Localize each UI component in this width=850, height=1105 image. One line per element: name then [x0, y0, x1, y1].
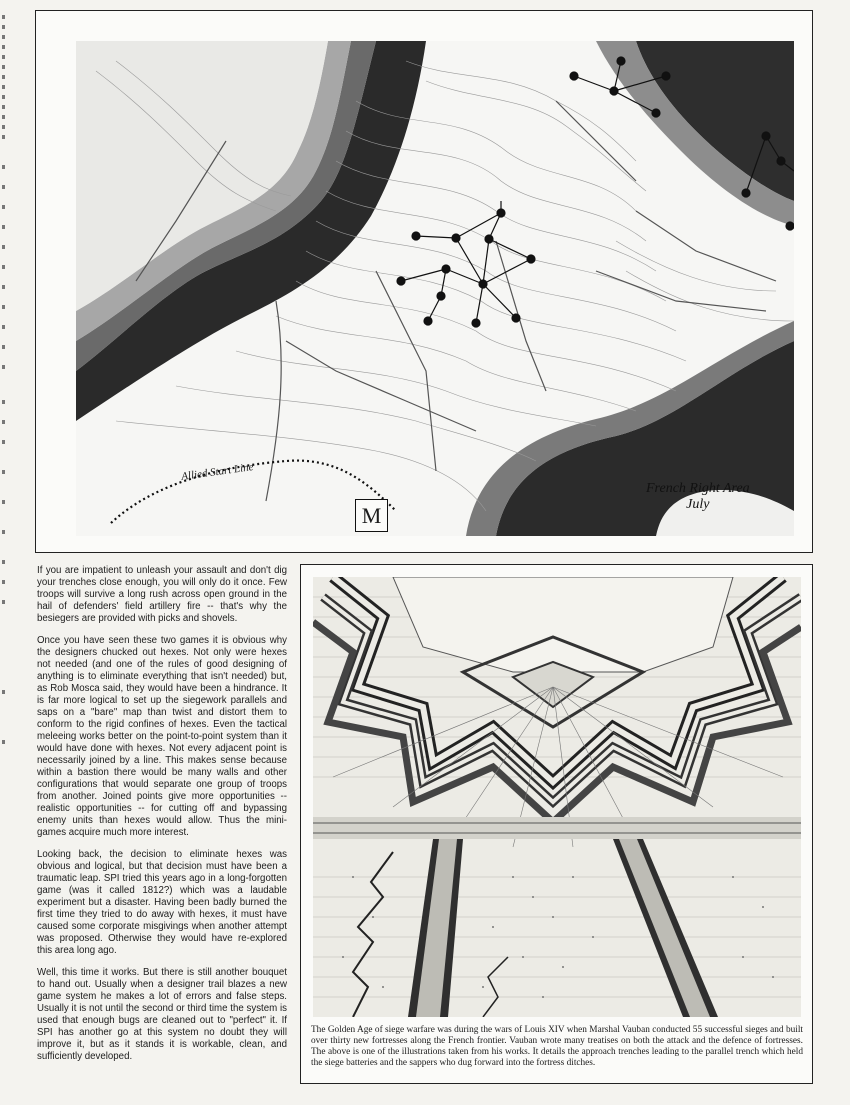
article-paragraph: If you are impatient to unleash your assault and don't dig your trenches close enough, you will only do it once. Few troops will survive a long rush across open ground in the hail of defenders' field artillery fire -- that's why the besiegers are provided with picks and shovels.	[37, 565, 287, 624]
article-paragraph: Once you have seen these two games it is obvious why the designers chucked out hexes. Not only were hexes not needed (and one of the rules of good designing of anything is to eliminate everything that isn't needed) but, as Rob Mosca said, they would have been a hindrance. It is far more logical to set up the siegework parallels and saps on a "bare" map than twist and distort them to conform to the rigid confines of hexes. Even the tactical meleeing works better on the point-to-point system than it would have done with hexes. Not every adjacent point is necessarily joined by a line. This makes sense because within a bastion there would be many walls and other configurations that would separate one group of troops from another. Joined points give more opportunities -- realistic opportunities -- for cutting off and bypassing enemy units than hexes would allow. Thus the mini-games acquire much more interest.	[37, 635, 287, 838]
vauban-figure	[300, 564, 813, 1084]
siege-map-image	[76, 41, 794, 536]
page-margin-binding	[0, 0, 8, 1100]
fortress-engraving-image	[313, 577, 801, 1017]
article-paragraph: Well, this time it works. But there is still another bouquet to hand out. Usually when a designer trail blazes a new game system he makes a lot of errors and false steps. Usually it is not until the second or third time the system is used that enough bugs are cleaned out to "perfect" it. If SPI has another go at this system no doubt they will improve it, but as it stands it is workable, clean, and sufficiently developed.	[37, 967, 287, 1062]
french-right-area-label	[646, 481, 750, 513]
article-text-column	[37, 565, 287, 1073]
article-paragraph: Looking back, the decision to eliminate hexes was obvious and logical, but that decision must have been a traumatic leap. SPI tried this years ago in a long-forgotten game (was it called 1812?) which was a laudable experiment but a disaster. Having been badly burned the first time they tried to do away with hexes, it must have caused some corporate misgivings when another attempt was proposed. Otherwise they would have re-explored this area long ago.	[37, 849, 287, 956]
siege-map-figure	[35, 10, 813, 553]
area-label-line2: July	[686, 497, 710, 512]
map-corner-marker: M	[355, 499, 388, 532]
allied-start-line-label: Allied Start Line	[180, 460, 255, 484]
area-label-line1: French Right Area	[646, 481, 750, 496]
figure-caption: The Golden Age of siege warfare was during the wars of Louis XIV when Marshal Vauban conducted 55 successful sieges and built over thirty new fortresses along the French frontier. Vauban wrote many treatises on both the attack and the defence of fortresses. The above is one of the illustrations taken from his works. It details the approach trenches leading to the parallel trench which held the siege batteries and the sappers who dug forward into the fortress ditches.	[311, 1025, 803, 1068]
